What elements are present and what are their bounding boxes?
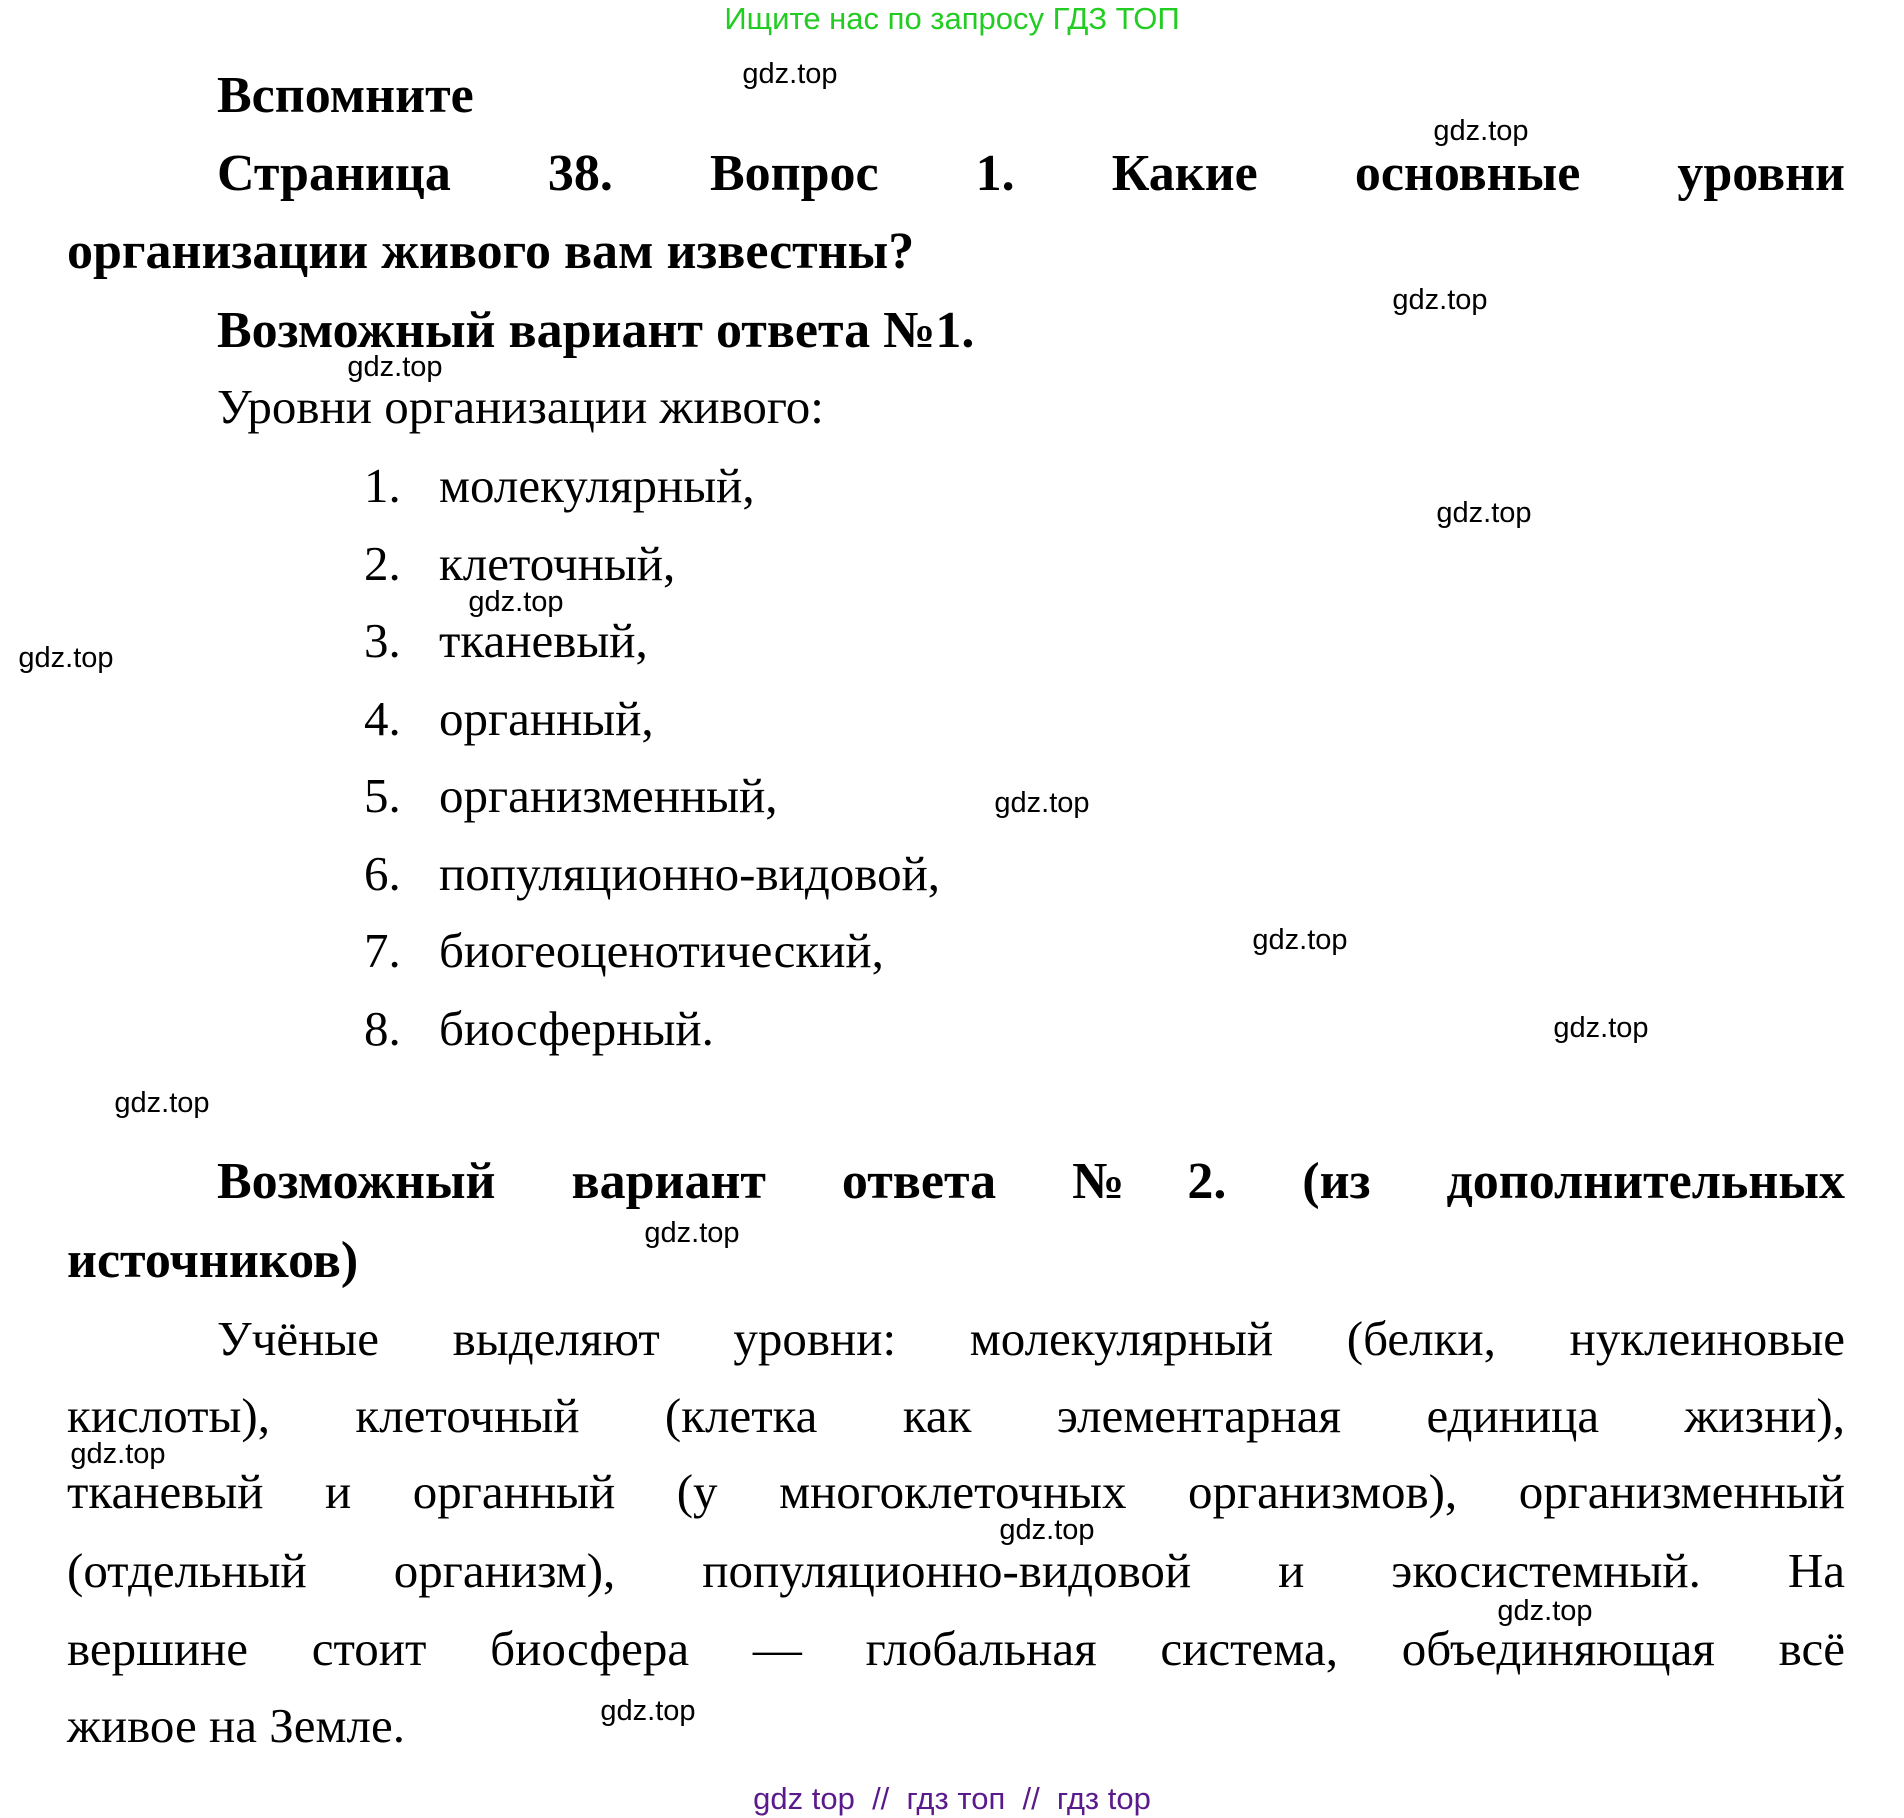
question-line-2: организации живого вам известны? [67,223,915,280]
watermark: gdz.top [347,351,443,383]
list-number: 8. [364,1001,401,1056]
answer1-title: Возможный вариант ответа №1. [217,302,975,359]
watermark: gdz.top [600,1695,696,1727]
watermark: gdz.top [1433,115,1529,147]
watermark: gdz.top [114,1087,210,1119]
search-banner: Ищите нас по запросу ГДЗ ТОП [724,1,1180,36]
list-number: 3. [364,613,401,668]
paragraph-line: (отдельный организм), популяционно-видовой и экосистемный. На [67,1543,1845,1598]
watermark: gdz.top [644,1217,740,1249]
watermark: gdz.top [742,58,838,90]
answer2-title-line-2: источников) [67,1232,359,1289]
paragraph-line: тканевый и органный (у многоклеточных организмов), организменный [67,1464,1845,1519]
list-text: организменный, [439,768,778,823]
list-text: тканевый, [439,613,648,668]
list-number: 7. [364,923,401,978]
question-line-1: Страница 38. Вопрос 1. Какие основные уровни [217,145,1845,202]
watermark: gdz.top [468,586,564,618]
list-number: 5. [364,768,401,823]
list-text: биосферный. [439,1001,714,1056]
list-text: органный, [439,691,654,746]
list-text: клеточный, [439,536,676,591]
answer1-intro: Уровни организации живого: [217,379,824,434]
watermark: gdz.top [1436,497,1532,529]
paragraph-line: живое на Земле. [67,1698,405,1753]
list-number: 6. [364,846,401,901]
watermark: gdz.top [1553,1012,1649,1044]
paragraph-line: вершине стоит биосфера — глобальная система, объединяющая всё [67,1621,1845,1676]
paragraph-line: Учёные выделяют уровни: молекулярный (белки, нуклеиновые [217,1311,1845,1366]
watermark: gdz.top [70,1438,166,1470]
watermark: gdz.top [1497,1595,1593,1627]
list-text: популяционно-видовой, [439,846,941,901]
list-text: молекулярный, [439,458,755,513]
list-number: 2. [364,536,401,591]
watermark: gdz.top [1392,284,1488,316]
watermark: gdz.top [1252,924,1348,956]
list-number: 4. [364,691,401,746]
footer-links: gdz top // гдз топ // гдз top [753,1781,1151,1816]
remember-heading: Вспомните [217,67,474,124]
list-text: биогеоценотический, [439,923,884,978]
paragraph-line: кислоты), клеточный (клетка как элементарная единица жизни), [67,1388,1845,1443]
watermark: gdz.top [994,787,1090,819]
list-number: 1. [364,458,401,513]
answer2-title-line-1: Возможный вариант ответа №2. (из дополнительных [217,1153,1845,1210]
watermark: gdz.top [18,642,114,674]
watermark: gdz.top [999,1514,1095,1546]
